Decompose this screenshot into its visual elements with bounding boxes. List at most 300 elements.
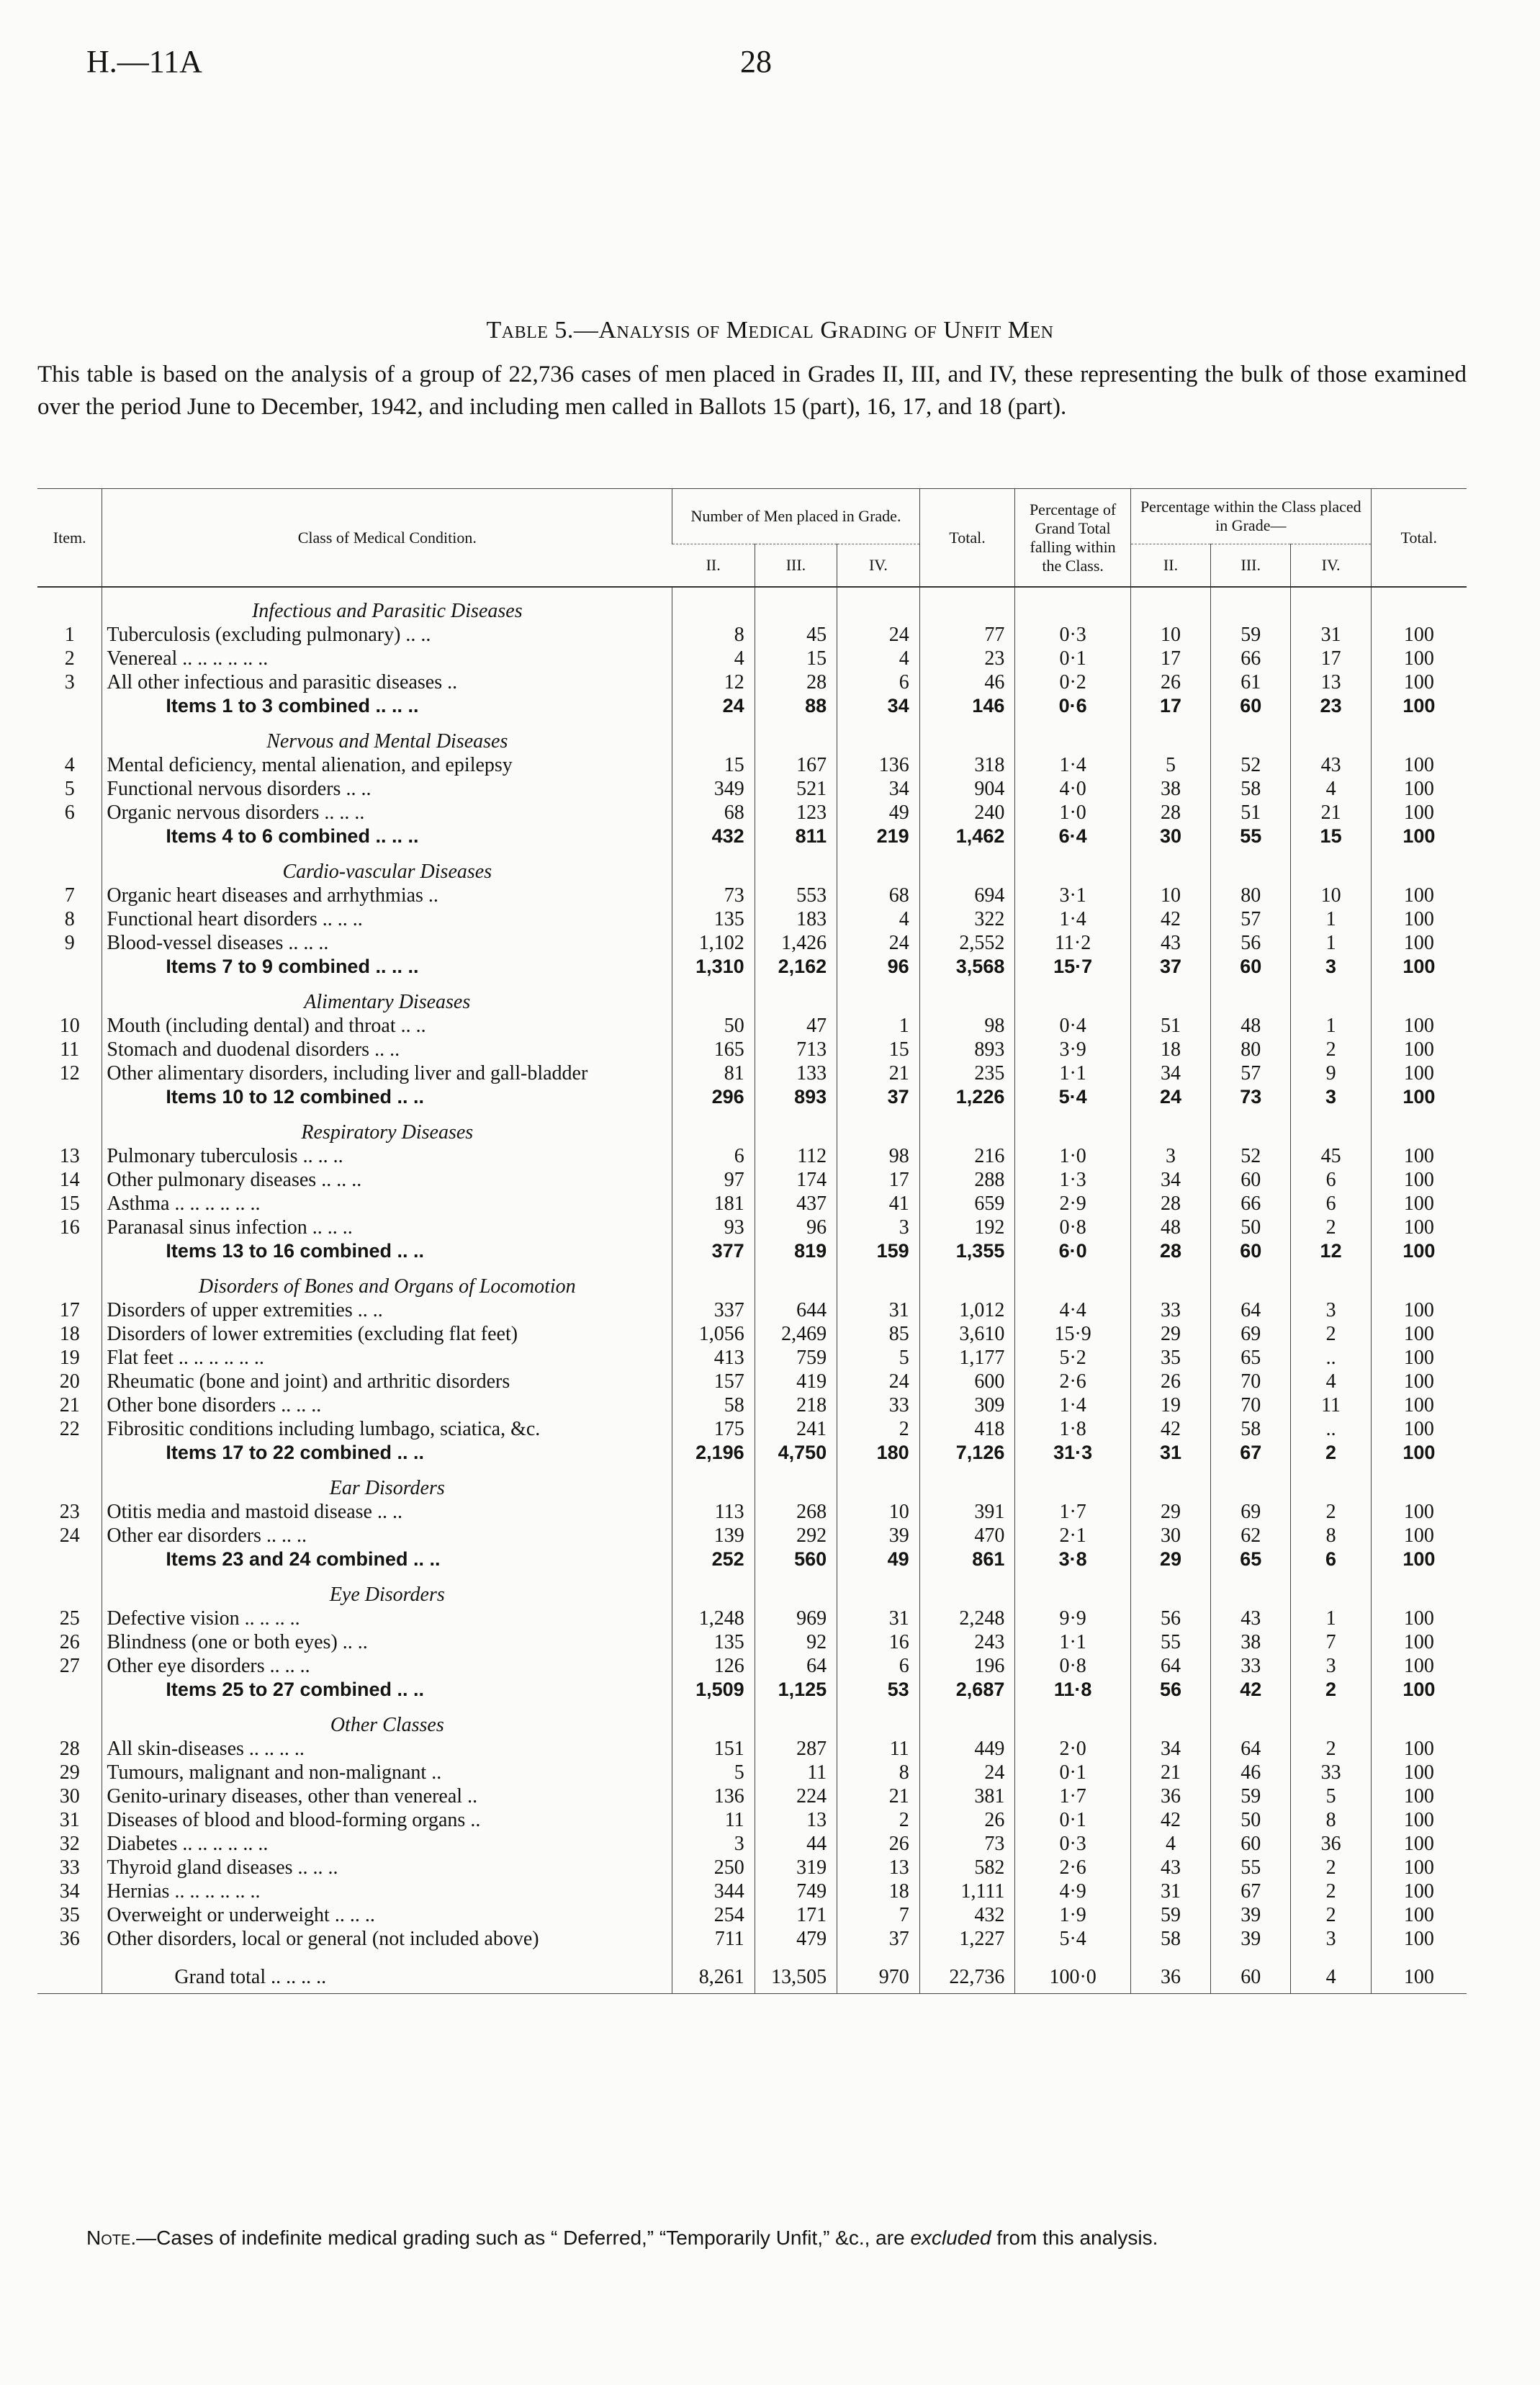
empty-cell <box>1130 1263 1210 1298</box>
empty-cell <box>1211 979 1291 1014</box>
table-row <box>37 1417 1467 1441</box>
empty-cell <box>837 979 920 1014</box>
combined-row <box>37 1085 1467 1109</box>
item-number-cell <box>37 587 102 623</box>
g2-cell: 73 <box>672 884 755 907</box>
g4-cell: 7 <box>837 1903 920 1927</box>
g2-cell: 135 <box>672 907 755 931</box>
g2-cell: 135 <box>672 1630 755 1654</box>
empty-cell <box>672 1109 755 1144</box>
pct-cell: 0·6 <box>1015 694 1131 718</box>
p2-cell: 30 <box>1130 1524 1210 1548</box>
item-number-cell: 15 <box>59 1192 80 1215</box>
g4-cell: 3 <box>837 1216 920 1239</box>
pct-cell: 15·9 <box>1015 1322 1131 1346</box>
g4-cell: 21 <box>837 1061 920 1085</box>
tot-cell: 2,687 <box>919 1678 1015 1702</box>
p2-cell: 37 <box>1130 955 1210 979</box>
table-row <box>37 623 1467 647</box>
col-pct-grade-2-header: II. <box>1130 544 1210 588</box>
pt-cell: 100 <box>1371 1370 1467 1393</box>
empty-cell <box>919 587 1015 623</box>
p4-cell: 7 <box>1291 1630 1371 1654</box>
pt-cell: 100 <box>1371 1500 1467 1524</box>
tot-cell: 196 <box>919 1654 1015 1678</box>
section-heading: Other Classes <box>102 1702 672 1737</box>
item-number-cell: 21 <box>59 1394 80 1416</box>
tot-cell: 288 <box>919 1168 1015 1192</box>
p2-cell: 26 <box>1130 670 1210 694</box>
p3-cell: 52 <box>1211 753 1291 777</box>
g2-cell: 8 <box>672 623 755 647</box>
class-cell: Functional heart disorders .. .. .. <box>102 907 672 931</box>
col-pct-total-header: Total. <box>1371 489 1467 588</box>
pt-cell: 100 <box>1371 694 1467 718</box>
item-number-cell <box>37 1465 102 1500</box>
p3-cell: 55 <box>1211 825 1291 848</box>
table-row <box>37 931 1467 955</box>
pct-cell: 4·0 <box>1015 777 1131 801</box>
p4-cell: 1 <box>1291 907 1371 931</box>
p3-cell: 70 <box>1211 1393 1291 1417</box>
empty-cell <box>1211 1571 1291 1607</box>
footnote-text-before: —Cases of indefinite medical grading such as “ Deferred,” “Temporarily Unfit,” &c., are <box>136 2227 911 2249</box>
p3-cell: 51 <box>1211 801 1291 825</box>
empty-cell <box>1211 1263 1291 1298</box>
pct-cell: 0·4 <box>1015 1014 1131 1038</box>
p3-cell: 66 <box>1211 1192 1291 1216</box>
g2-cell: 1,056 <box>672 1322 755 1346</box>
combined-row <box>37 694 1467 718</box>
empty-cell <box>1130 1702 1210 1737</box>
p3-cell: 73 <box>1211 1085 1291 1109</box>
item-number-cell: 27 <box>59 1655 80 1677</box>
pt-cell: 100 <box>1371 801 1467 825</box>
pct-cell: 1·8 <box>1015 1417 1131 1441</box>
p4-cell: 9 <box>1291 1061 1371 1085</box>
tot-cell: 24 <box>919 1761 1015 1784</box>
pct-cell: 5·4 <box>1015 1085 1131 1109</box>
tot-cell: 2,552 <box>919 931 1015 955</box>
p4-cell: 4 <box>1291 777 1371 801</box>
footnote-emphasis: excluded <box>910 2227 991 2249</box>
item-number-cell: 24 <box>59 1524 80 1547</box>
item-number-cell: 31 <box>59 1809 80 1831</box>
p4-cell: 23 <box>1291 694 1371 718</box>
grading-table <box>37 488 1467 1994</box>
class-cell: Items 1 to 3 combined .. .. .. <box>102 694 672 718</box>
g4-cell: 31 <box>837 1607 920 1630</box>
g2-cell: 377 <box>672 1239 755 1263</box>
p2-cell: 59 <box>1130 1903 1210 1927</box>
class-cell: Items 25 to 27 combined .. .. <box>102 1678 672 1702</box>
p3-cell: 64 <box>1211 1737 1291 1761</box>
g3-cell: 4,750 <box>755 1441 837 1465</box>
pt-cell: 100 <box>1371 1654 1467 1678</box>
empty-cell <box>1291 1702 1371 1737</box>
p3-cell: 33 <box>1211 1654 1291 1678</box>
g2-cell: 97 <box>672 1168 755 1192</box>
g3-cell: 521 <box>755 777 837 801</box>
pct-cell: 1·7 <box>1015 1500 1131 1524</box>
p3-cell: 60 <box>1211 955 1291 979</box>
tot-cell: 391 <box>919 1500 1015 1524</box>
p2-cell: 42 <box>1130 1808 1210 1832</box>
p4-cell: 2 <box>1291 1879 1371 1903</box>
col-number-group-header: Number of Men placed in Grade. <box>672 489 919 544</box>
tot-cell: 22,736 <box>919 1951 1015 1994</box>
p3-cell: 43 <box>1211 1607 1291 1630</box>
tot-cell: 861 <box>919 1548 1015 1571</box>
section-heading: Disorders of Bones and Organs of Locomotion <box>102 1263 672 1298</box>
section-heading-row <box>37 1571 1467 1607</box>
empty-cell <box>837 1571 920 1607</box>
item-number-cell: 35 <box>59 1904 80 1926</box>
pct-cell: 3·9 <box>1015 1038 1131 1061</box>
tot-cell: 216 <box>919 1144 1015 1168</box>
item-number-cell: 30 <box>59 1785 80 1807</box>
empty-cell <box>919 848 1015 884</box>
table-row <box>37 777 1467 801</box>
g3-cell: 437 <box>755 1192 837 1216</box>
g4-cell: 180 <box>837 1441 920 1465</box>
g3-cell: 479 <box>755 1927 837 1951</box>
p2-cell: 17 <box>1130 694 1210 718</box>
p2-cell: 28 <box>1130 801 1210 825</box>
table-header <box>37 489 1467 588</box>
tot-cell: 2,248 <box>919 1607 1015 1630</box>
table-row <box>37 907 1467 931</box>
class-cell: Items 10 to 12 combined .. .. <box>102 1085 672 1109</box>
pt-cell: 100 <box>1371 1417 1467 1441</box>
page-header <box>0 43 1540 86</box>
item-number-cell <box>37 1441 102 1465</box>
empty-cell <box>755 1465 837 1500</box>
class-cell: Other pulmonary diseases .. .. .. <box>102 1168 672 1192</box>
p4-cell: 6 <box>1291 1168 1371 1192</box>
pct-cell: 1·0 <box>1015 1144 1131 1168</box>
pct-cell: 2·1 <box>1015 1524 1131 1548</box>
pct-cell: 0·1 <box>1015 1761 1131 1784</box>
g2-cell: 136 <box>672 1784 755 1808</box>
p3-cell: 38 <box>1211 1630 1291 1654</box>
class-cell: Flat feet .. .. .. .. .. .. <box>102 1346 672 1370</box>
empty-cell <box>755 1702 837 1737</box>
p3-cell: 48 <box>1211 1014 1291 1038</box>
empty-cell <box>755 848 837 884</box>
p3-cell: 60 <box>1211 1168 1291 1192</box>
g3-cell: 419 <box>755 1370 837 1393</box>
class-cell: Thyroid gland diseases .. .. .. <box>102 1856 672 1879</box>
tot-cell: 192 <box>919 1216 1015 1239</box>
table-row <box>37 1393 1467 1417</box>
p4-cell: 36 <box>1291 1832 1371 1856</box>
tot-cell: 73 <box>919 1832 1015 1856</box>
p4-cell: 1 <box>1291 1607 1371 1630</box>
class-cell: Hernias .. .. .. .. .. .. <box>102 1879 672 1903</box>
g2-cell: 1,509 <box>672 1678 755 1702</box>
pt-cell: 100 <box>1371 1808 1467 1832</box>
section-heading: Eye Disorders <box>102 1571 672 1607</box>
empty-cell <box>1291 1571 1371 1607</box>
p3-cell: 59 <box>1211 623 1291 647</box>
pt-cell: 100 <box>1371 1144 1467 1168</box>
g3-cell: 553 <box>755 884 837 907</box>
pt-cell: 100 <box>1371 1298 1467 1322</box>
col-grade-3-header: III. <box>755 544 837 588</box>
tot-cell: 893 <box>919 1038 1015 1061</box>
g4-cell: 17 <box>837 1168 920 1192</box>
footnote-label: Note. <box>86 2227 137 2249</box>
p4-cell: 8 <box>1291 1808 1371 1832</box>
g4-cell: 34 <box>837 777 920 801</box>
p3-cell: 57 <box>1211 1061 1291 1085</box>
tot-cell: 26 <box>919 1808 1015 1832</box>
empty-cell <box>672 1571 755 1607</box>
p3-cell: 52 <box>1211 1144 1291 1168</box>
table-row <box>37 1856 1467 1879</box>
empty-cell <box>672 979 755 1014</box>
empty-cell <box>1371 718 1467 753</box>
tot-cell: 470 <box>919 1524 1015 1548</box>
p2-cell: 56 <box>1130 1678 1210 1702</box>
p2-cell: 58 <box>1130 1927 1210 1951</box>
pct-cell: 0·1 <box>1015 1808 1131 1832</box>
g3-cell: 1,125 <box>755 1678 837 1702</box>
p2-cell: 34 <box>1130 1061 1210 1085</box>
p4-cell: 11 <box>1291 1393 1371 1417</box>
empty-cell <box>837 1263 920 1298</box>
empty-cell <box>755 1571 837 1607</box>
p3-cell: 58 <box>1211 1417 1291 1441</box>
g3-cell: 183 <box>755 907 837 931</box>
pct-cell: 2·6 <box>1015 1856 1131 1879</box>
pct-cell: 3·8 <box>1015 1548 1131 1571</box>
g3-cell: 268 <box>755 1500 837 1524</box>
p2-cell: 10 <box>1130 884 1210 907</box>
class-cell: Other alimentary disorders, including liver and gall-bladder <box>102 1061 672 1085</box>
p2-cell: 56 <box>1130 1607 1210 1630</box>
g3-cell: 112 <box>755 1144 837 1168</box>
empty-cell <box>1371 979 1467 1014</box>
g3-cell: 123 <box>755 801 837 825</box>
p3-cell: 62 <box>1211 1524 1291 1548</box>
tot-cell: 600 <box>919 1370 1015 1393</box>
table-row <box>37 1808 1467 1832</box>
g2-cell: 12 <box>672 670 755 694</box>
empty-cell <box>672 1465 755 1500</box>
p2-cell: 43 <box>1130 931 1210 955</box>
p2-cell: 55 <box>1130 1630 1210 1654</box>
g3-cell: 64 <box>755 1654 837 1678</box>
empty-cell <box>837 1702 920 1737</box>
table-title: Table 5.—Analysis of Medical Grading of Unfit Men <box>486 317 1054 343</box>
item-number-cell <box>37 1548 102 1571</box>
g2-cell: 711 <box>672 1927 755 1951</box>
item-number-cell <box>37 979 102 1014</box>
g3-cell: 2,162 <box>755 955 837 979</box>
empty-cell <box>1371 848 1467 884</box>
g3-cell: 292 <box>755 1524 837 1548</box>
g2-cell: 11 <box>672 1808 755 1832</box>
pt-cell: 100 <box>1371 1737 1467 1761</box>
pt-cell: 100 <box>1371 1346 1467 1370</box>
section-heading: Alimentary Diseases <box>102 979 672 1014</box>
empty-cell <box>1015 1263 1131 1298</box>
g3-cell: 713 <box>755 1038 837 1061</box>
table-row <box>37 1144 1467 1168</box>
pt-cell: 100 <box>1371 1014 1467 1038</box>
empty-cell <box>1371 1702 1467 1737</box>
empty-cell <box>1371 1465 1467 1500</box>
table-row <box>37 1524 1467 1548</box>
g2-cell: 250 <box>672 1856 755 1879</box>
p2-cell: 3 <box>1130 1144 1210 1168</box>
pt-cell: 100 <box>1371 647 1467 670</box>
pct-cell: 11·8 <box>1015 1678 1131 1702</box>
p2-cell: 17 <box>1130 647 1210 670</box>
empty-cell <box>919 979 1015 1014</box>
pct-cell: 0·2 <box>1015 670 1131 694</box>
g2-cell: 432 <box>672 825 755 848</box>
g4-cell: 68 <box>837 884 920 907</box>
p3-cell: 39 <box>1211 1903 1291 1927</box>
class-cell: Paranasal sinus infection .. .. .. <box>102 1216 672 1239</box>
empty-cell <box>672 1702 755 1737</box>
item-number-cell: 22 <box>59 1418 80 1440</box>
pt-cell: 100 <box>1371 1630 1467 1654</box>
p4-cell: 6 <box>1291 1548 1371 1571</box>
tot-cell: 240 <box>919 801 1015 825</box>
empty-cell <box>1015 718 1131 753</box>
grand-total-row <box>37 1951 1467 1994</box>
pct-cell: 1·0 <box>1015 801 1131 825</box>
g2-cell: 24 <box>672 694 755 718</box>
p3-cell: 60 <box>1211 694 1291 718</box>
pct-cell: 0·1 <box>1015 647 1131 670</box>
p4-cell: 3 <box>1291 1654 1371 1678</box>
empty-cell <box>1371 587 1467 623</box>
p2-cell: 10 <box>1130 623 1210 647</box>
tot-cell: 318 <box>919 753 1015 777</box>
tot-cell: 3,610 <box>919 1322 1015 1346</box>
item-number-cell: 5 <box>64 778 75 800</box>
g3-cell: 819 <box>755 1239 837 1263</box>
empty-cell <box>1130 718 1210 753</box>
pt-cell: 100 <box>1371 1856 1467 1879</box>
pt-cell: 100 <box>1371 1216 1467 1239</box>
table-row <box>37 1500 1467 1524</box>
g3-cell: 287 <box>755 1737 837 1761</box>
class-cell: Grand total .. .. .. .. <box>102 1951 672 1994</box>
item-number-cell: 26 <box>59 1631 80 1653</box>
pt-cell: 100 <box>1371 1441 1467 1465</box>
p4-cell: 3 <box>1291 955 1371 979</box>
item-number-cell <box>37 718 102 753</box>
p4-cell: 5 <box>1291 1784 1371 1808</box>
p2-cell: 26 <box>1130 1370 1210 1393</box>
item-number-cell: 6 <box>64 801 75 824</box>
section-heading: Infectious and Parasitic Diseases <box>102 587 672 623</box>
empty-cell <box>1211 587 1291 623</box>
table-row <box>37 884 1467 907</box>
g4-cell: 11 <box>837 1737 920 1761</box>
p3-cell: 69 <box>1211 1322 1291 1346</box>
p4-cell: .. <box>1291 1417 1371 1441</box>
class-cell: Items 17 to 22 combined .. .. <box>102 1441 672 1465</box>
table-body <box>37 587 1467 1994</box>
g2-cell: 165 <box>672 1038 755 1061</box>
class-cell: Defective vision .. .. .. .. <box>102 1607 672 1630</box>
item-number-cell: 11 <box>60 1038 80 1061</box>
table-row <box>37 1607 1467 1630</box>
pct-cell: 1·3 <box>1015 1168 1131 1192</box>
g4-cell: 49 <box>837 1548 920 1571</box>
empty-cell <box>1291 848 1371 884</box>
empty-cell <box>1130 1109 1210 1144</box>
g4-cell: 4 <box>837 907 920 931</box>
p3-cell: 58 <box>1211 777 1291 801</box>
empty-cell <box>837 587 920 623</box>
p2-cell: 29 <box>1130 1500 1210 1524</box>
document-code: H.—11A <box>86 44 202 79</box>
p2-cell: 36 <box>1130 1784 1210 1808</box>
item-number-cell: 17 <box>59 1299 80 1321</box>
combined-row <box>37 825 1467 848</box>
g2-cell: 413 <box>672 1346 755 1370</box>
col-pct-grade-3-header: III. <box>1211 544 1291 588</box>
pct-cell: 6·0 <box>1015 1239 1131 1263</box>
item-number-cell: 13 <box>59 1145 80 1167</box>
item-number-cell <box>37 825 102 848</box>
pt-cell: 100 <box>1371 1678 1467 1702</box>
p3-cell: 67 <box>1211 1879 1291 1903</box>
p3-cell: 69 <box>1211 1500 1291 1524</box>
pct-cell: 5·4 <box>1015 1927 1131 1951</box>
g3-cell: 13,505 <box>755 1951 837 1994</box>
pt-cell: 100 <box>1371 1239 1467 1263</box>
empty-cell <box>919 718 1015 753</box>
p2-cell: 5 <box>1130 753 1210 777</box>
tot-cell: 23 <box>919 647 1015 670</box>
item-number-cell: 8 <box>64 908 75 930</box>
item-number-cell: 3 <box>64 671 75 693</box>
p4-cell: 2 <box>1291 1038 1371 1061</box>
g3-cell: 241 <box>755 1417 837 1441</box>
g4-cell: 4 <box>837 647 920 670</box>
empty-cell <box>1291 979 1371 1014</box>
p3-cell: 65 <box>1211 1346 1291 1370</box>
tot-cell: 7,126 <box>919 1441 1015 1465</box>
p3-cell: 60 <box>1211 1239 1291 1263</box>
item-number-cell: 12 <box>59 1062 80 1084</box>
p4-cell: 31 <box>1291 623 1371 647</box>
p4-cell: 13 <box>1291 670 1371 694</box>
tot-cell: 1,462 <box>919 825 1015 848</box>
class-cell: Venereal .. .. .. .. .. .. <box>102 647 672 670</box>
class-cell: Pulmonary tuberculosis .. .. .. <box>102 1144 672 1168</box>
pct-cell: 3·1 <box>1015 884 1131 907</box>
g3-cell: 11 <box>755 1761 837 1784</box>
section-heading-row <box>37 1465 1467 1500</box>
g2-cell: 1,102 <box>672 931 755 955</box>
class-cell: Other bone disorders .. .. .. <box>102 1393 672 1417</box>
p3-cell: 64 <box>1211 1298 1291 1322</box>
tot-cell: 77 <box>919 623 1015 647</box>
tot-cell: 659 <box>919 1192 1015 1216</box>
p2-cell: 35 <box>1130 1346 1210 1370</box>
tot-cell: 322 <box>919 907 1015 931</box>
